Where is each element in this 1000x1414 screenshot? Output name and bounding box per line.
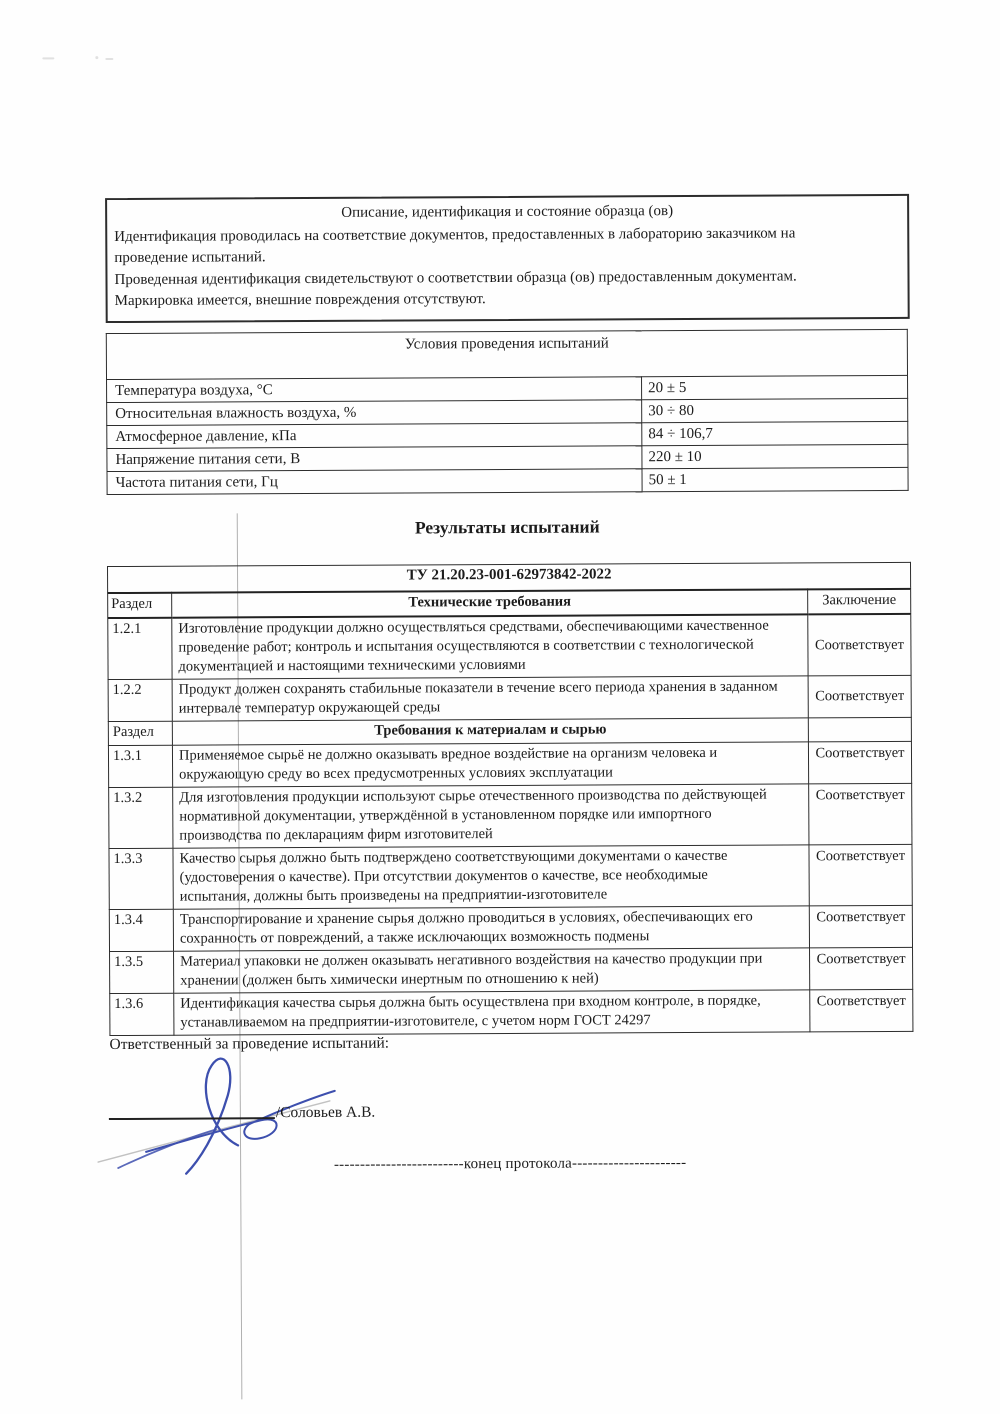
- row-requirement-text: [173, 784, 809, 848]
- row-section-number: 1.3.2: [109, 787, 173, 848]
- tu-number: ТУ 21.20.23-001-62973842-2022: [107, 562, 910, 593]
- row-requirement-text: [172, 742, 808, 787]
- row-requirement-text: [173, 906, 809, 951]
- row-section-number: 1.3.4: [109, 909, 173, 951]
- table-row: [106, 329, 907, 379]
- sample-box-title: Описание, идентификация и состояние образца (ов): [341, 203, 674, 221]
- condition-value: 20 ± 5: [642, 375, 908, 399]
- row-conclusion: Соответствует: [810, 947, 913, 990]
- requirement-text: Материал упаковки не должен оказывать негативного воздействия на качество продукции при хранении (должен быть химически инертным по отношению к ней): [180, 950, 763, 989]
- subsection-label: Раздел: [108, 721, 172, 745]
- row-requirement-text: [174, 990, 810, 1035]
- row-section-number: 1.3.6: [110, 993, 174, 1035]
- row-conclusion: Соответствует: [808, 741, 911, 784]
- requirement-text: Для изготовления продукции используют сырье отечественного производства по действующей нормативной документации, утверждённой в установленном порядке или импортного производства по декларациям фирм изготовителей: [179, 786, 767, 844]
- row-requirement-text: [174, 948, 810, 993]
- row-section-number: 1.3.3: [109, 848, 173, 909]
- subsection-empty-cell: [808, 717, 911, 742]
- scan-artifact: [42, 57, 54, 59]
- column-header-section: Раздел: [108, 593, 172, 618]
- signatory-name: /Соловьев А.В.: [275, 1103, 376, 1122]
- sample-box-line: Идентификация проводилась на соответствие документов, предоставленных в лабораторию заказчиком на: [114, 224, 796, 245]
- conditions-table-title: Условия проведения испытаний: [106, 329, 907, 379]
- responsible-label: Ответственный за проведение испытаний:: [109, 1034, 390, 1054]
- row-conclusion: Соответствует: [809, 783, 912, 845]
- scan-artifact: [105, 58, 113, 60]
- row-conclusion: Соответствует: [808, 614, 911, 676]
- row-conclusion: Соответствует: [810, 989, 913, 1032]
- condition-value: 84 ÷ 106,7: [642, 421, 908, 445]
- row-conclusion: Соответствует: [808, 675, 911, 718]
- sample-box-line: Проведенная идентификация свидетельствуют о соответствии образца (ов) предоставленным документам.: [114, 267, 797, 288]
- requirement-text: Применяемое сырьё не должно оказывать вредное воздействие на организм человека и окружающую среду во всех предусмотренных условиях эксплуатации: [178, 744, 718, 783]
- column-header-requirements: Технические требования: [172, 589, 808, 617]
- sample-description-box: [105, 194, 910, 323]
- requirement-text: Транспортирование и хранение сырья должно проводиться в условиях, обеспечивающих его сохранность от повреждений, а также исключающих возможность подмены: [179, 908, 753, 947]
- condition-value: 30 ÷ 80: [642, 398, 908, 422]
- table-row: [107, 562, 910, 593]
- condition-label: Температура воздуха, °С: [107, 377, 642, 403]
- condition-value: 50 ± 1: [642, 467, 908, 491]
- requirement-text: Идентификация качества сырья должна быть осуществлена при входном контроле, в порядке, устанавливаемом на предприятии-изготовителе, с учетом норм ГОСТ 24297: [180, 992, 761, 1031]
- row-conclusion: Соответствует: [809, 844, 912, 906]
- row-requirement-text: [172, 614, 808, 679]
- row-section-number: 1.3.1: [108, 745, 172, 787]
- condition-label: Напряжение питания сети, В: [107, 446, 642, 472]
- row-requirement-text: [173, 845, 809, 909]
- test-results-table: [107, 562, 913, 1036]
- condition-value: 220 ± 10: [642, 444, 908, 468]
- row-section-number: 1.2.1: [108, 618, 172, 680]
- column-header-conclusion: Заключение: [808, 589, 911, 615]
- table-row: [109, 905, 912, 951]
- end-of-protocol-marker: -------------------------конец протокола----------------------: [333, 1155, 687, 1173]
- table-row: [108, 741, 911, 787]
- results-heading: Результаты испытаний: [414, 516, 600, 538]
- table-row: [108, 614, 911, 680]
- condition-label: Атмосферное давление, кПа: [107, 423, 642, 449]
- requirement-text: Изготовление продукции должно осуществляться средствами, обеспечивающими качественное проведение работ; контроль и испытания осуществляются в соответствии с технологической документацией и настоящими техническими условиями: [178, 617, 769, 675]
- row-section-number: 1.3.5: [110, 951, 174, 993]
- table-row: [107, 467, 908, 494]
- table-row: [110, 989, 913, 1035]
- subsection-title: Требования к материалам и сырью: [172, 718, 808, 745]
- table-row: [109, 783, 912, 848]
- requirement-text: Качество сырья должно быть подтверждено соответствующими документами о качестве (удостоверения о качестве). При отсутствии документов о качестве, все необходимые испытания, должны быть произведены на предприятии-изготовителе: [179, 847, 728, 905]
- row-requirement-text: [172, 676, 808, 721]
- row-conclusion: Соответствует: [809, 905, 912, 948]
- condition-label: Частота питания сети, Гц: [107, 469, 642, 495]
- table-row: [110, 947, 913, 993]
- sample-box-line: Маркировка имеется, внешние повреждения отсутствуют.: [114, 291, 486, 310]
- table-row: [109, 844, 912, 909]
- scan-artifact: [95, 56, 98, 59]
- condition-label: Относительная влажность воздуха, %: [107, 400, 642, 426]
- row-section-number: 1.2.2: [108, 679, 172, 721]
- table-row: [108, 675, 911, 721]
- requirement-text: Продукт должен сохранять стабильные показатели в течение всего периода хранения в заданном интервале температур окружающей среды: [178, 678, 778, 717]
- sample-box-line: проведение испытаний.: [114, 249, 266, 267]
- test-conditions-table: [106, 329, 909, 495]
